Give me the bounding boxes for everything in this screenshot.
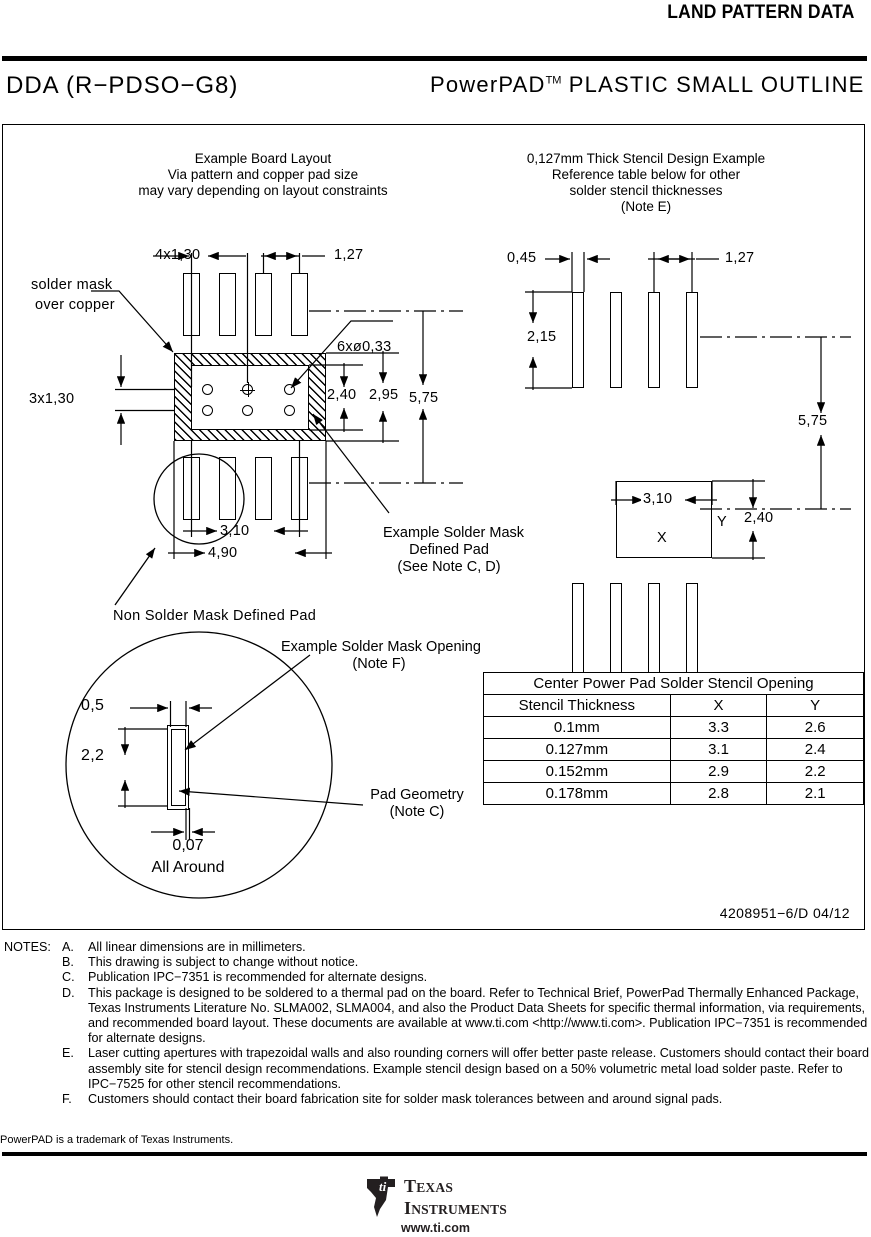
board-pad-bottom-1 <box>183 457 200 520</box>
table-header-x: X <box>670 695 767 717</box>
board-layout-caption-line3: may vary depending on layout constraints <box>138 183 388 198</box>
via-hole <box>202 405 213 416</box>
stencil-caption-line1: 0,127mm Thick Stencil Design Example <box>526 151 766 166</box>
ti-wordmark <box>404 1176 507 1220</box>
stencil-aperture-bottom-4 <box>686 583 698 679</box>
board-layout-caption-line2: Via pattern and copper pad size <box>167 167 359 182</box>
cell-x: 3.1 <box>670 739 767 761</box>
table-header-thickness: Stencil Thickness <box>484 695 671 717</box>
note-item-a <box>4 940 869 955</box>
cell-y: 2.4 <box>767 739 864 761</box>
board-layout-caption-line1: Example Board Layout <box>194 151 332 166</box>
dim-2.15-stencil: 2,15 <box>527 329 557 345</box>
detail-solder-mask-opening <box>171 729 186 806</box>
dim-5.75-stencil: 5,75 <box>798 413 828 429</box>
note-letter: A. <box>62 940 74 954</box>
stencil-aperture-top-1 <box>572 292 584 388</box>
dim-0.07-all-around <box>123 835 253 879</box>
package-code: DDA (R−PDSO−G8) <box>6 72 239 99</box>
stencil-aperture-top-2 <box>610 292 622 388</box>
stencil-aperture-bottom-3 <box>648 583 660 679</box>
ti-texas-cap: T <box>404 1176 417 1196</box>
stencil-aperture-top-3 <box>648 292 660 388</box>
pad-geometry-callout <box>361 787 473 821</box>
example-smd-pad-callout <box>383 525 525 576</box>
example-smd-pad-line2: Defined Pad <box>409 542 489 558</box>
pad-geometry-line2: (Note C) <box>389 804 445 820</box>
note-letter: B. <box>62 955 74 970</box>
cell-thickness: 0.178mm <box>484 783 671 805</box>
dim-0.07-value: 0,07 <box>172 837 204 854</box>
ti-instruments-rest: NSTRUMENTS <box>411 1202 507 1217</box>
cell-x: 2.8 <box>670 783 767 805</box>
ti-texas-rest: EXAS <box>416 1180 454 1195</box>
note-item-c <box>4 970 869 985</box>
table-header-y: Y <box>767 695 864 717</box>
note-letter: E. <box>62 1046 74 1061</box>
note-letter: C. <box>62 970 75 985</box>
page-title: LAND PATTERN DATA <box>667 2 855 23</box>
dim-1.27: 1,27 <box>334 247 364 263</box>
notes-section <box>4 940 869 1107</box>
drawing-frame <box>2 124 865 930</box>
note-text: This drawing is subject to change without notice. <box>88 955 359 970</box>
texas-map-icon <box>364 1176 398 1218</box>
via-crosshair-vertical <box>248 382 249 397</box>
dim-1.27-stencil: 1,27 <box>725 250 755 266</box>
via-hole <box>284 384 295 395</box>
note-text: Laser cutting apertures with trapezoidal walls and also rounding corners will offer better paste release. Customers should contact their board assembly site for stencil design recommendations. Example stencil design based on a 50% volumetric metal load solder paste. Refer to IPC−7525 for other stencil recommendations. <box>88 1046 869 1091</box>
example-smd-pad-line1: Example Solder Mask <box>383 525 525 541</box>
via-hole <box>284 405 295 416</box>
note-item-f <box>4 1092 869 1107</box>
note-text: Customers should contact their board fabrication site for solder mask tolerances between and around signal pads. <box>88 1092 723 1107</box>
solder-mask-over-copper-label-line1: solder mask <box>31 277 113 293</box>
dim-3.10-board: 3,10 <box>220 523 250 539</box>
table-header-row <box>484 695 864 717</box>
note-text: This package is designed to be soldered to a thermal pad on the board. Refer to Technical Brief, PowerPad Thermally Enhanced Package, Texas Instruments Literature No. SLMA002, SLMA004, and also the Product Data Sheets for specific thermal information, via requirements, and recommended board layout. These documents are available at www.ti.com <http://www.ti.com>. Publication IPC−7351 is recommended for alternate designs. <box>88 985 868 1046</box>
footer <box>0 1176 871 1237</box>
cell-thickness: 0.127mm <box>484 739 671 761</box>
board-pad-bottom-2 <box>219 457 236 520</box>
board-pad-top-3 <box>255 273 272 336</box>
note-letter: D. <box>62 985 75 1000</box>
cell-y: 2.1 <box>767 783 864 805</box>
stencil-caption-line4: (Note E) <box>620 199 672 214</box>
note-item-b <box>4 955 869 970</box>
solder-mask-over-copper-label-line2: over copper <box>35 297 115 313</box>
trademark-notice: PowerPAD is a trademark of Texas Instruments. <box>0 1134 234 1146</box>
stencil-aperture-bottom-2 <box>610 583 622 679</box>
cell-x: 3.3 <box>670 717 767 739</box>
table-row <box>484 783 864 805</box>
cell-y: 2.2 <box>767 761 864 783</box>
ti-website-url[interactable]: www.ti.com <box>401 1221 470 1235</box>
dim-4x1.30: 4x1,30 <box>155 247 201 263</box>
pad-geometry-line1: Pad Geometry <box>370 787 464 803</box>
board-pad-bottom-3 <box>255 457 272 520</box>
ti-wordmark-texas <box>404 1176 507 1198</box>
note-text: Publication IPC−7351 is recommended for alternate designs. <box>88 970 428 985</box>
header-divider <box>2 56 867 61</box>
non-solder-mask-defined-pad-label: Non Solder Mask Defined Pad <box>113 608 317 624</box>
package-name-post: PLASTIC SMALL OUTLINE <box>561 72 865 97</box>
ti-wordmark-instruments <box>404 1198 507 1220</box>
dim-2.95-board: 2,95 <box>369 387 399 403</box>
footer-divider <box>2 1152 867 1156</box>
svg-text:ti: ti <box>379 1179 387 1194</box>
dim-3.10-stencil: 3,10 <box>643 491 673 507</box>
stencil-caption <box>481 151 811 215</box>
package-name-pre: PowerPAD <box>430 72 546 97</box>
ti-logo <box>364 1176 507 1235</box>
ti-instruments-cap: I <box>404 1198 412 1218</box>
board-layout-caption <box>113 151 413 199</box>
table-title-row <box>484 673 864 695</box>
trademark-superscript: TM <box>545 74 562 87</box>
package-name <box>430 72 865 98</box>
board-pad-top-1 <box>183 273 200 336</box>
example-smd-pad-line3: (See Note C, D) <box>397 559 501 575</box>
solder-mask-opening-line2: (Note F) <box>352 656 406 672</box>
solder-mask-opening-line1: Example Solder Mask Opening <box>281 639 481 655</box>
dim-2.2-detail: 2,2 <box>81 747 105 764</box>
ti-logo-row <box>364 1176 507 1220</box>
dim-6x-via-diameter: 6xø0,33 <box>337 339 392 355</box>
dim-3x1.30: 3x1,30 <box>29 391 75 407</box>
cell-thickness: 0.152mm <box>484 761 671 783</box>
dim-4.90-board: 4,90 <box>208 545 238 561</box>
note-letter: F. <box>62 1092 72 1107</box>
note-item-e <box>4 1046 869 1092</box>
example-solder-mask-opening-callout <box>281 639 481 673</box>
stencil-opening-table <box>483 672 864 805</box>
via-hole <box>242 405 253 416</box>
dim-5.75-board: 5,75 <box>409 390 439 406</box>
table-title-cell: Center Power Pad Solder Stencil Opening <box>484 673 864 695</box>
dim-2.40-stencil: 2,40 <box>744 510 774 526</box>
stencil-caption-line3: solder stencil thicknesses <box>569 183 723 198</box>
stencil-caption-line2: Reference table below for other <box>551 167 741 182</box>
cell-y: 2.6 <box>767 717 864 739</box>
board-pad-bottom-4 <box>291 457 308 520</box>
board-pad-top-4 <box>291 273 308 336</box>
stencil-y-label: Y <box>717 514 727 530</box>
thermal-pad-opening <box>191 365 309 430</box>
drawing-number: 4208951−6/D 04/12 <box>719 905 850 921</box>
dim-0.5-detail: 0,5 <box>81 697 105 714</box>
stencil-aperture-bottom-1 <box>572 583 584 679</box>
stencil-x-label: X <box>657 530 667 546</box>
table-row <box>484 761 864 783</box>
table-row <box>484 739 864 761</box>
stencil-aperture-top-4 <box>686 292 698 388</box>
all-around-label: All Around <box>151 859 225 876</box>
notes-label: NOTES: <box>4 940 51 954</box>
via-hole <box>202 384 213 395</box>
cell-x: 2.9 <box>670 761 767 783</box>
cell-thickness: 0.1mm <box>484 717 671 739</box>
note-text: All linear dimensions are in millimeters. <box>88 940 306 954</box>
note-item-d <box>4 986 869 1047</box>
board-pad-top-2 <box>219 273 236 336</box>
dim-2.40-board: 2,40 <box>327 387 357 403</box>
dim-0.45-stencil: 0,45 <box>507 250 537 266</box>
table-row <box>484 717 864 739</box>
